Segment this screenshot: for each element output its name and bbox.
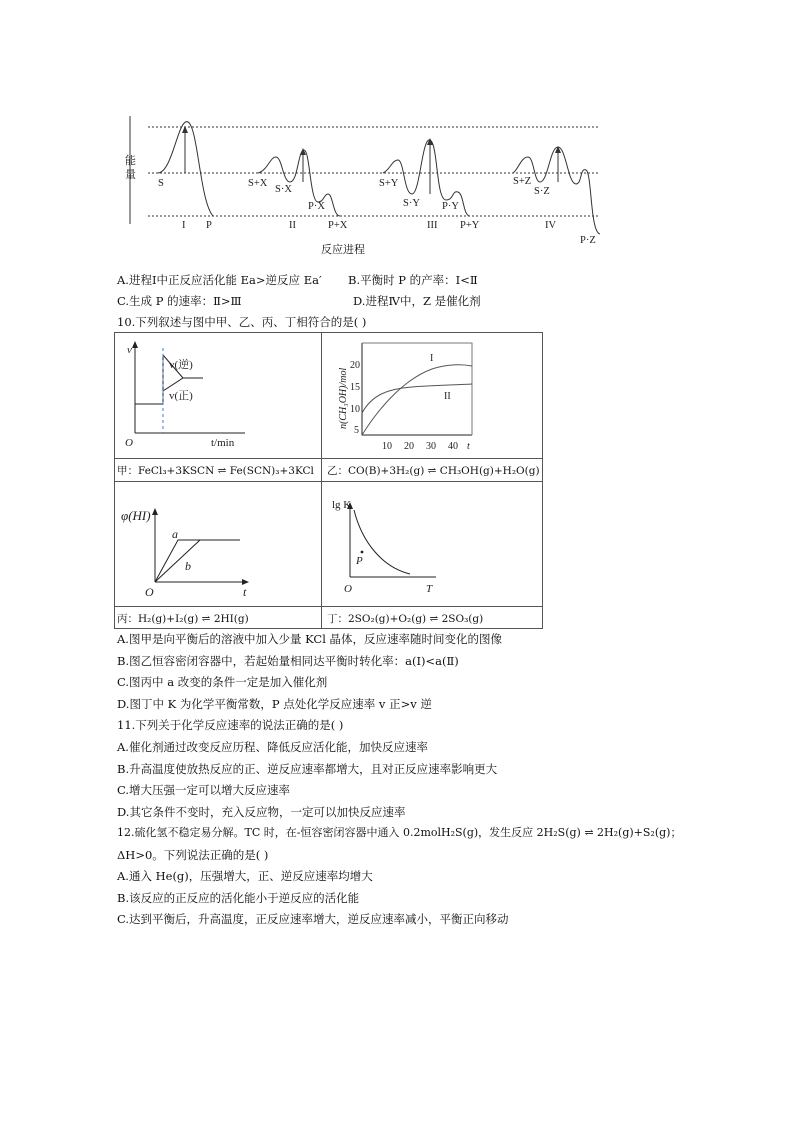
q10-stem: 10.下列叙述与图中甲、乙、丙、丁相符合的是( )	[117, 315, 367, 329]
q10-option-b: B.图乙恒容密闭容器中，若起始量相同达平衡时转化率：a(Ⅰ)<a(Ⅱ)	[117, 654, 459, 668]
q10-option-d: D.图丁中 K 为化学平衡常数，P 点处化学反应速率 v 正>v 逆	[117, 697, 432, 711]
label-p: P	[206, 220, 212, 231]
bing-y-arrow	[152, 508, 158, 515]
jia-caption: 甲：FeCl₃+3KSCN ⇌ Fe(SCN)₃+3KCl	[117, 465, 314, 477]
arrowheads	[182, 126, 561, 155]
label-sz: S·Z	[534, 186, 550, 197]
q9-option-d: D.进程Ⅳ中，Z 是催化剂	[353, 294, 481, 308]
yi-curve-i	[362, 365, 472, 435]
bing-curve-b	[155, 540, 200, 582]
label-sy: S·Y	[403, 198, 420, 209]
label-p-plus-x: P+X	[328, 220, 348, 231]
y-axis-label-2: 量	[125, 169, 136, 181]
q12-option-c: C.达到平衡后，升高温度，正反应速率增大，逆反应速率减小，平衡正向移动	[117, 912, 509, 926]
bing-axis-x: t	[243, 585, 247, 599]
yi-caption: 乙：CO(B)+3H₂(g) ⇌ CH₃OH(g)+H₂O(g)	[327, 465, 540, 477]
jia-axis-y: v	[127, 344, 132, 356]
label-s-plus-y: S+Y	[379, 178, 399, 189]
q12-option-b: B.该反应的正反应的活化能小于逆反应的活化能	[117, 891, 360, 905]
q12-stem-line1: 12.硫化氢不稳定易分解。TC 时，在-恒容密闭容器中通入 0.2molH₂S(g)，发生反应 2H₂S(g) ⇌ 2H₂(g)+S₂(g)；	[117, 826, 682, 839]
label-pz: P·Z	[580, 235, 596, 246]
label-s-plus-z: S+Z	[513, 176, 532, 187]
yi-axes	[362, 343, 472, 435]
curve-iv	[513, 147, 600, 234]
yi-axis-y: n(CH₃OH)/mol	[338, 367, 349, 429]
label-sx: S·X	[275, 184, 292, 195]
q11-option-c: C.增大压强一定可以增大反应速率	[117, 783, 291, 797]
bing-origin: O	[145, 585, 154, 599]
q11-option-a: A.催化剂通过改变反应历程、降低反应活化能，加快反应速率	[117, 740, 428, 754]
jia-label-ni: v(逆)	[169, 359, 193, 371]
ding-axis-y: lg K	[332, 499, 352, 511]
yi-curve-i-label: I	[430, 353, 434, 364]
yi-xtick-10: 10	[382, 441, 392, 452]
ding-origin: O	[344, 583, 352, 595]
chart-jia	[115, 333, 320, 457]
yi-xtick-40: 40	[448, 441, 458, 452]
label-s: S	[158, 178, 164, 189]
jia-axis-x: t/min	[211, 437, 235, 449]
bing-curve-a-label: a	[172, 527, 178, 541]
bing-axis-y: φ(HI)	[121, 508, 151, 523]
yi-xtick-20: 20	[404, 441, 414, 452]
energy-profile-figure	[118, 112, 608, 262]
q11-stem: 11.下列关于化学反应速率的说法正确的是( )	[117, 718, 344, 732]
yi-frame	[362, 343, 472, 435]
chart-bing	[115, 482, 320, 605]
q9-option-a: A.进程Ⅰ中正反应活化能 Ea>逆反应 Ea′	[117, 273, 322, 287]
yi-tick-15: 15	[350, 382, 360, 393]
ding-axis-x: T	[426, 583, 433, 595]
jia-origin: O	[125, 437, 133, 449]
yi-xtick-30: 30	[426, 441, 436, 452]
ding-point-p	[361, 551, 364, 554]
ding-caption: 丁：2SO₂(g)+O₂(g) ⇌ 2SO₃(g)	[327, 613, 484, 625]
label-py: P·Y	[442, 201, 459, 212]
label-process-iii: III	[427, 220, 438, 231]
label-process-iv: IV	[545, 220, 557, 231]
q10-option-c: C.图丙中 a 改变的条件一定是加入催化剂	[117, 675, 328, 689]
x-axis-label: 反应进程	[321, 243, 365, 256]
yi-curve-ii	[362, 384, 472, 413]
q9-option-c: C.生成 P 的速率：Ⅱ>Ⅲ	[117, 294, 242, 308]
jia-y-arrow	[132, 341, 138, 348]
yi-axis-x: t	[467, 441, 470, 452]
q10-option-a: A.图甲是向平衡后的溶液中加入少量 KCl 晶体，反应速率随时间变化的图像	[117, 632, 503, 646]
yi-tick-10: 10	[350, 404, 360, 415]
yi-tick-5: 5	[354, 425, 359, 436]
chart-ding	[322, 482, 540, 605]
q9-option-b: B.平衡时 P 的产率：Ⅰ<Ⅱ	[348, 273, 478, 287]
q12-option-a: A.通入 He(g)，压强增大，正、逆反应速率均增大	[117, 869, 373, 883]
chart-yi	[322, 333, 540, 457]
label-p-plus-y: P+Y	[460, 220, 480, 231]
label-px: P·X	[308, 201, 325, 212]
yi-tick-20: 20	[350, 360, 360, 371]
jia-label-zheng: v(正)	[169, 390, 193, 402]
bing-curve-a	[155, 540, 240, 582]
bing-curve-b-label: b	[185, 559, 191, 573]
q11-option-d: D.其它条件不变时，充入反应物，一定可以加快反应速率	[117, 805, 406, 819]
grid-divider-3	[114, 606, 542, 607]
curve-ii	[258, 150, 340, 216]
bing-caption: 丙：H₂(g)+I₂(g) ⇌ 2HI(g)	[117, 613, 249, 625]
ding-point-label: P	[356, 555, 363, 567]
label-process-i: I	[182, 220, 186, 231]
grid-divider-1	[114, 458, 542, 459]
yi-curve-ii-label: II	[444, 391, 451, 402]
q12-stem-line2: ΔH>0。下列说法正确的是( )	[117, 848, 269, 862]
label-s-plus-x: S+X	[248, 178, 268, 189]
y-axis-label-1: 能	[125, 155, 136, 167]
label-process-ii: II	[289, 220, 296, 231]
q11-option-b: B.升高温度使放热反应的正、逆反应速率都增大，且对正反应速率影响更大	[117, 762, 498, 776]
